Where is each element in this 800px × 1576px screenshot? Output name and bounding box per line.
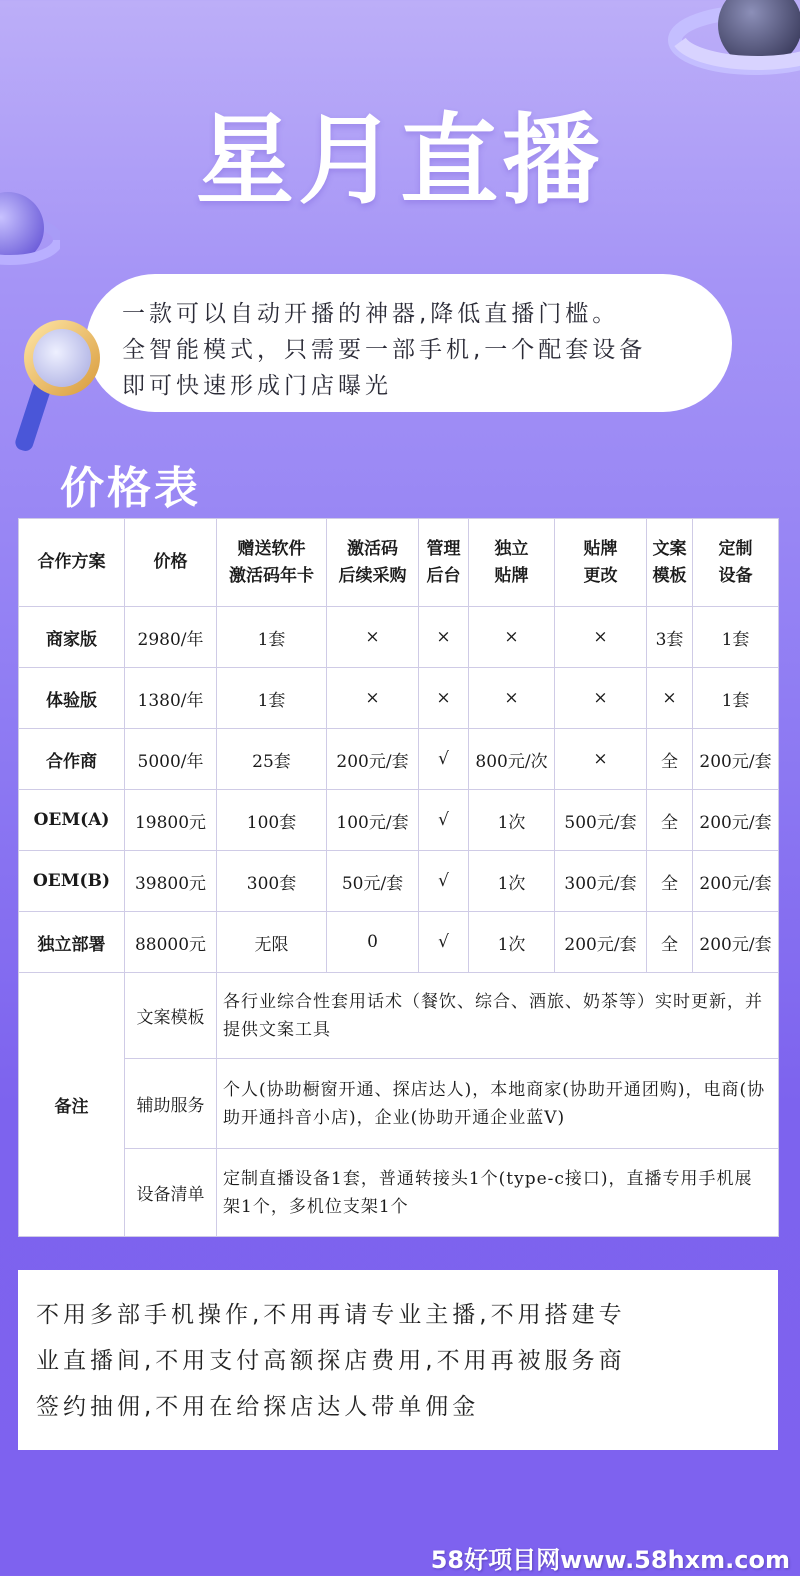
summary-line: 业直播间,不用支付高额探店费用,不用再被服务商 (36, 1348, 626, 1374)
table-header-cell: 管理 后台 (419, 519, 469, 607)
table-cell: × (327, 607, 419, 668)
table-cell: 300元/套 (555, 851, 647, 912)
plan-name-cell: OEM(B) (19, 851, 125, 912)
table-cell: 全 (647, 790, 693, 851)
table-cell: 1套 (693, 607, 779, 668)
table-cell: √ (419, 729, 469, 790)
table-cell: 0 (327, 912, 419, 973)
table-cell: 2980/年 (125, 607, 217, 668)
table-cell: × (469, 607, 555, 668)
table-header-cell: 文案 模板 (647, 519, 693, 607)
table-cell: 200元/套 (693, 851, 779, 912)
table-cell: 50元/套 (327, 851, 419, 912)
planet-icon (660, 0, 800, 90)
note-label: 文案模板 (125, 973, 217, 1059)
table-cell: 100元/套 (327, 790, 419, 851)
table-cell: √ (419, 912, 469, 973)
table-cell: 全 (647, 851, 693, 912)
table-cell: 无限 (217, 912, 327, 973)
table-cell: × (419, 607, 469, 668)
table-cell: 800元/次 (469, 729, 555, 790)
table-cell: 全 (647, 912, 693, 973)
note-row (19, 1059, 779, 1149)
table-header-cell: 价格 (125, 519, 217, 607)
table-header-cell: 贴牌 更改 (555, 519, 647, 607)
table-cell: 3套 (647, 607, 693, 668)
table-cell: 200元/套 (327, 729, 419, 790)
table-cell: × (555, 729, 647, 790)
note-row (19, 1149, 779, 1237)
table-cell: 200元/套 (693, 790, 779, 851)
table-cell: 200元/套 (693, 729, 779, 790)
plan-name-cell: 独立部署 (19, 912, 125, 973)
magnifier-icon (4, 310, 114, 460)
table-cell: × (555, 607, 647, 668)
summary-line: 不用多部手机操作,不用再请专业主播,不用搭建专 (36, 1302, 626, 1328)
table-header-cell: 赠送软件 激活码年卡 (217, 519, 327, 607)
table-header-row (19, 519, 779, 607)
table-cell: 19800元 (125, 790, 217, 851)
note-label: 设备清单 (125, 1149, 217, 1237)
table-cell: × (327, 668, 419, 729)
intro-line: 全智能模式，只需要一部手机,一个配套设备 (122, 337, 647, 363)
table-row (19, 912, 779, 973)
table-cell: √ (419, 790, 469, 851)
table-body (19, 607, 779, 973)
note-label: 辅助服务 (125, 1059, 217, 1149)
table-cell: 1套 (217, 668, 327, 729)
note-text: 个人(协助橱窗开通、探店达人)，本地商家(协助开通团购)，电商(协助开通抖音小店)，企业(协助开通企业蓝V) (217, 1059, 779, 1149)
plan-name-cell: 合作商 (19, 729, 125, 790)
table-cell: × (647, 668, 693, 729)
table-row (19, 790, 779, 851)
page-title: 星月直播 (195, 104, 604, 218)
table-cell: 1次 (469, 851, 555, 912)
table-cell: 500元/套 (555, 790, 647, 851)
intro-bubble (86, 274, 732, 412)
summary-box (18, 1270, 778, 1450)
intro-line: 即可快速形成门店曝光 (122, 373, 392, 399)
table-header-cell: 独立 贴牌 (469, 519, 555, 607)
table-cell: 25套 (217, 729, 327, 790)
table-cell: 5000/年 (125, 729, 217, 790)
table-cell: × (419, 668, 469, 729)
table-header-cell: 定制 设备 (693, 519, 779, 607)
price-table (18, 518, 779, 1237)
watermark: 58好项目网www.58hxm.com (430, 1546, 790, 1574)
note-text: 各行业综合性套用话术（餐饮、综合、酒旅、奶茶等）实时更新，并提供文案工具 (217, 973, 779, 1059)
plan-name-cell: OEM(A) (19, 790, 125, 851)
table-cell: 100套 (217, 790, 327, 851)
table-cell: 39800元 (125, 851, 217, 912)
table-cell: 1次 (469, 790, 555, 851)
table-cell: 300套 (217, 851, 327, 912)
table-header-cell: 合作方案 (19, 519, 125, 607)
table-cell: 全 (647, 729, 693, 790)
notes-body (19, 973, 779, 1237)
note-row (19, 973, 779, 1059)
table-cell: √ (419, 851, 469, 912)
plan-name-cell: 商家版 (19, 607, 125, 668)
table-row (19, 607, 779, 668)
note-text: 定制直播设备1套，普通转接头1个(type-c接口)，直播专用手机展架1个，多机位支架1个 (217, 1149, 779, 1237)
table-cell: 1次 (469, 912, 555, 973)
table-row (19, 729, 779, 790)
table-cell: 1380/年 (125, 668, 217, 729)
table-row (19, 668, 779, 729)
table-cell: × (469, 668, 555, 729)
notes-label: 备注 (19, 973, 125, 1237)
table-header-cell: 激活码 后续采购 (327, 519, 419, 607)
table-cell: 1套 (217, 607, 327, 668)
table-cell: × (555, 668, 647, 729)
plan-name-cell: 体验版 (19, 668, 125, 729)
table-row (19, 851, 779, 912)
price-section-title: 价格表 (60, 463, 201, 514)
table-cell: 88000元 (125, 912, 217, 973)
table-cell: 1套 (693, 668, 779, 729)
table-cell: 200元/套 (555, 912, 647, 973)
summary-line: 签约抽佣,不用在给探店达人带单佣金 (36, 1394, 480, 1420)
intro-line: 一款可以自动开播的神器,降低直播门槛。 (122, 301, 620, 327)
table-cell: 200元/套 (693, 912, 779, 973)
